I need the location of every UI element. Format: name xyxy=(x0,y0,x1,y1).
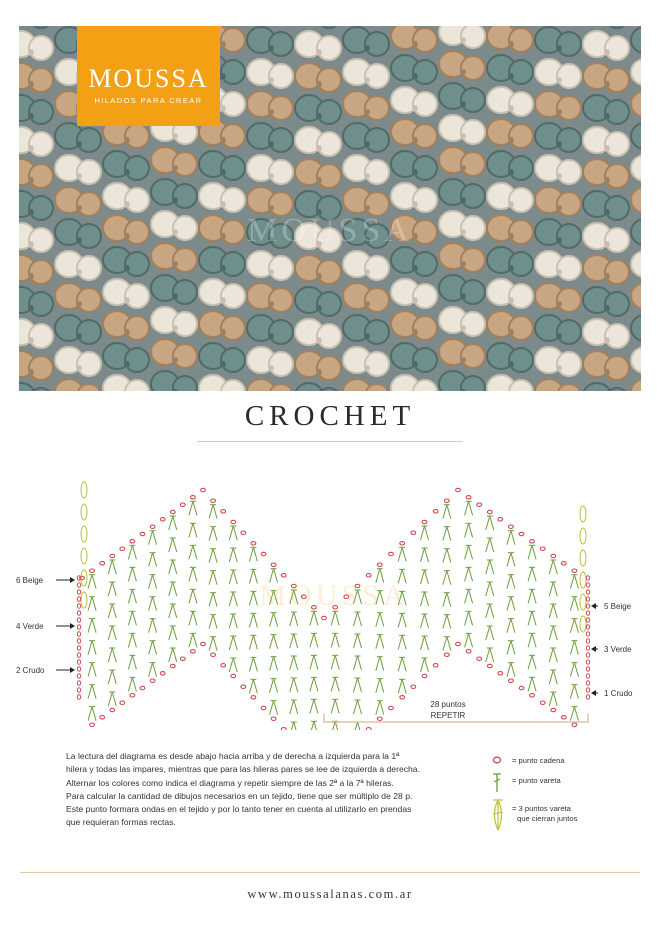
instruction-line: Alternar los colores como indica el diagrama y repetir siempre de las 2ª a la 7ª hileras. xyxy=(66,777,394,788)
title-divider xyxy=(197,441,463,442)
brand-logo xyxy=(77,26,220,126)
instruction-line: La lectura del diagrama es desde abajo hacia arriba y de derecha a izquierda para la 1ª xyxy=(66,751,400,761)
row-label-left-1: 6 Beige xyxy=(16,576,44,585)
row-label-left-3: 2 Crudo xyxy=(16,666,45,675)
stitch-chart xyxy=(0,470,660,730)
crochet-diagram xyxy=(0,470,660,730)
cluster-stitch-icon xyxy=(490,798,504,834)
legend-dc-text: = punto vareta xyxy=(512,776,561,785)
diagram-watermark: MOUSSA xyxy=(259,579,409,612)
repeat-label: REPETIR xyxy=(430,711,466,720)
legend-row-dc xyxy=(490,772,660,798)
photo-watermark: MOUSSA xyxy=(247,212,413,249)
row-label-right-3: 1 Crudo xyxy=(604,689,633,698)
instruction-line: que requieran formas rectas. xyxy=(66,817,176,828)
legend-chain-text: = punto cadena xyxy=(512,756,565,765)
repeat-count: 28 puntos xyxy=(430,700,466,709)
instruction-line: hilera y todas las impares, mientras que para las hileras pares se lee de izquierda a derecha. xyxy=(66,764,420,775)
footer-divider xyxy=(20,872,640,873)
crochet-photo xyxy=(19,26,641,391)
double-crochet-icon xyxy=(490,772,504,796)
legend-row-cluster xyxy=(490,798,660,838)
stitch-legend xyxy=(490,752,660,838)
instruction-line: Este punto formara ondas en el tejido y por lo tanto tener en cuenta al utilizarlo en prendas xyxy=(66,804,412,815)
row-label-right-1: 5 Beige xyxy=(604,602,632,611)
row-label-left-2: 4 Verde xyxy=(16,622,44,631)
brand-name: MOUSSA xyxy=(88,64,209,93)
legend-cluster-text: = 3 puntos vareta xyxy=(512,804,571,813)
row-label-right-2: 3 Verde xyxy=(604,645,632,654)
instructions-text xyxy=(66,750,476,830)
instruction-line: Para calcular la cantidad de dibujos necesarios en un tejido, tiene que ser múltiplo de 28 p. xyxy=(66,790,413,801)
brand-tagline: HILADOS PARA CREAR xyxy=(94,96,203,105)
chain-stitch-icon xyxy=(490,752,504,768)
legend-row-chain xyxy=(490,752,660,772)
website-url[interactable]: www.moussalanas.com.ar xyxy=(247,887,413,901)
legend-cluster-text2: que cierran juntos xyxy=(517,814,578,823)
page-title: CROCHET xyxy=(244,400,416,432)
